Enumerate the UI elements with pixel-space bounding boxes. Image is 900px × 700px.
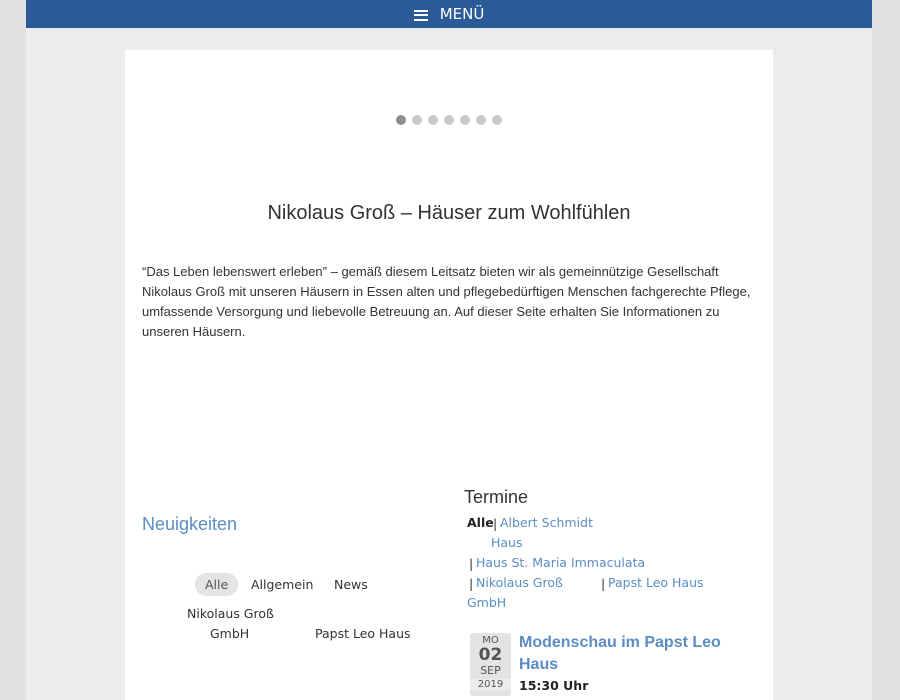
event-time: 15:30 Uhr [519,678,589,693]
news-filter-allgemein[interactable]: Allgemein [251,577,314,592]
events-filter-nikolaus-gross-gmbh[interactable]: GmbH [467,595,507,610]
news-section-title[interactable]: Neuigkeiten [142,514,238,534]
page-title: Nikolaus Groß – Häuser zum Wohlfühlen [267,202,631,224]
news-filter-papst-leo-haus[interactable]: Papst Leo Haus [315,626,411,641]
filter-separator: | [493,516,498,531]
content-card [125,50,773,700]
page [26,0,872,700]
news-filter-all[interactable]: Alle [195,573,238,596]
filter-separator: | [601,576,606,591]
hamburger-menu-icon[interactable] [414,10,428,21]
event-day: 02 [478,645,503,665]
events-filter-albert-schmidt[interactable]: Albert Schmidt [500,515,593,530]
events-filter-albert-schmidt-haus[interactable]: Haus [491,535,523,550]
slider-dot-6[interactable] [476,115,486,125]
slider-dot-2[interactable] [412,115,422,125]
menu-label[interactable]: MENÜ [439,5,485,23]
events-filter-all[interactable]: Alle [467,515,494,530]
event-date-badge [470,633,511,696]
news-filter-nikolaus-gross[interactable]: Nikolaus Groß [187,606,274,621]
filter-separator: | [469,576,474,591]
events-filter-st-maria-immaculata[interactable]: Haus St. Maria Immaculata [476,555,646,570]
events-section-title: Termine [464,487,529,507]
slider-dot-4[interactable] [444,115,454,125]
slider-dots [396,115,502,125]
slider-dot-7[interactable] [492,115,502,125]
news-filter-gmbh[interactable]: GmbH [210,626,250,641]
event-weekday: MO [482,635,499,646]
events-filter-nikolaus-gross[interactable]: Nikolaus Groß [476,575,563,590]
intro-text: “Das Leben lebenswert erleben” – gemäß diesem Leitsatz bieten wir als gemeinnützige Gesellschaft Nikolaus Groß mit unseren Häusern in Essen alten und pflegebedürftigen Menschen fachgerechte Pflege, umfassende Versorgung und liebevolle Betreuung an. Auf dieser Seite erhalten Sie Informationen zu unseren Häusern. [142,264,751,339]
slider-dot-1[interactable] [396,115,406,125]
filter-separator: | [469,556,474,571]
event-month: SEP [480,664,501,677]
events-filter-papst-leo-haus[interactable]: Papst Leo Haus [608,575,704,590]
top-menu-bar[interactable] [26,0,872,28]
slider-dot-5[interactable] [460,115,470,125]
slider-dot-3[interactable] [428,115,438,125]
event-year: 2019 [470,679,511,690]
event-title-link[interactable]: Modenschau im Papst Leo Haus [519,634,721,673]
news-filter-news[interactable]: News [334,577,368,592]
